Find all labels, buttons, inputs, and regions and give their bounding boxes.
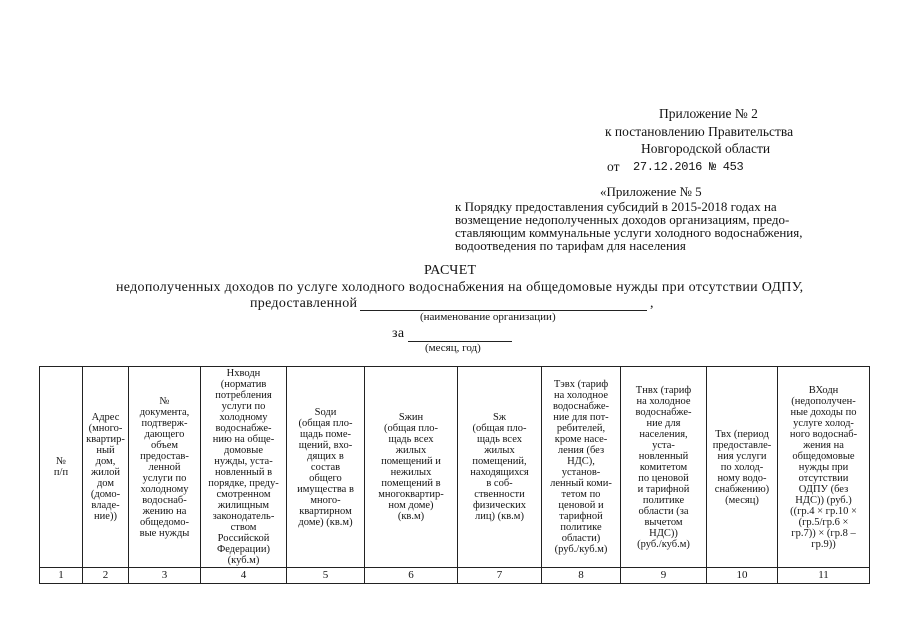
provided-comma: , xyxy=(650,296,654,311)
column-header: Sоди (общая пло- щадь поме- щений, вхо- дящих в состав общего имущества в много- квартирном доме) (кв.м) xyxy=(287,367,365,568)
column-header: Sжин (общая пло- щадь всех жилых помещений и нежилых помещений в многоквартир- ном доме) (кв.м) xyxy=(365,367,458,568)
calculation-table xyxy=(39,366,870,584)
appendix5-line: водоотведения по тарифам для населения xyxy=(455,238,686,253)
document-subtitle: недополученных доходов по услуге холодного водоснабжения на общедомовые нужды при отсутствии ОДПУ, xyxy=(116,280,804,295)
column-number: 6 xyxy=(365,568,458,584)
column-number: 10 xyxy=(707,568,778,584)
column-number: 3 xyxy=(129,568,201,584)
column-header: Твх (период предоставле- ния услуги по холод- ному водо- снабжению) (месяц) xyxy=(707,367,778,568)
column-header: Адрес (много- квартир- ный дом, жилой дом (домо- владе- ние)) xyxy=(83,367,129,568)
column-number-row xyxy=(40,568,870,584)
column-header: ВХодн (недополучен- ные доходы по услуге холод- ного водоснаб- жения на общедомовые нужды при отсутствии ОДПУ (без НДС)) (руб.) ((гр.4 × гр.10 × (гр.5/гр.6 × гр.7)) × (гр.8 – гр.9)) xyxy=(778,367,870,568)
column-number: 8 xyxy=(542,568,621,584)
appendix5-line: к Порядку предоставления субсидий в 2015-2018 годах на xyxy=(455,199,777,214)
appendix-date-number: 27.12.2016 № 453 xyxy=(633,160,744,174)
column-header: № документа, подтверж- дающего объем предостав- ленной услуги по холодному водоснаб- жению на общедомо- вые нужды xyxy=(129,367,201,568)
document-title: РАСЧЕТ xyxy=(424,263,477,278)
organization-caption: (наименование организации) xyxy=(420,311,556,323)
column-header: Нхводн (норматив потребления услуги по холодному водоснабже- нию на обще- домовые нужды, уста- новленный в порядке, преду- смотренном жилищным законодатель- ством Российской Федерации) (куб.м) xyxy=(201,367,287,568)
appendix-line-3: Новгородской области xyxy=(641,141,771,156)
period-label: за xyxy=(392,326,405,341)
table-header-row xyxy=(40,367,870,568)
provided-label: предоставленной xyxy=(250,296,358,311)
column-number: 4 xyxy=(201,568,287,584)
appendix-line-1: Приложение № 2 xyxy=(659,106,758,121)
period-caption: (месяц, год) xyxy=(425,342,481,354)
column-number: 1 xyxy=(40,568,83,584)
appendix5-line: возмещение недополученных доходов организациям, предо- xyxy=(455,212,790,227)
column-number: 7 xyxy=(458,568,542,584)
column-number: 11 xyxy=(778,568,870,584)
appendix-date-prefix: от xyxy=(607,159,620,174)
column-number: 5 xyxy=(287,568,365,584)
column-number: 2 xyxy=(83,568,129,584)
column-header: № п/п xyxy=(40,367,83,568)
column-header: Тнвх (тариф на холодное водоснабже- ние для населения, уста- новленный комитетом по ценовой и тарифной политике области (за вычетом НДС)) (руб./куб.м) xyxy=(621,367,707,568)
appendix-line-2: к постановлению Правительства xyxy=(605,124,794,139)
column-number: 9 xyxy=(621,568,707,584)
column-header: Sж (общая пло- щадь всех жилых помещений, находящихся в соб- ственности физических лиц) (кв.м) xyxy=(458,367,542,568)
appendix5-title: «Приложение № 5 xyxy=(600,184,702,199)
appendix5-line: ставляющим коммунальные услуги холодного водоснабжения, xyxy=(455,225,803,240)
column-header: Тэвх (тариф на холодное водоснабже- ние для пот- ребителей, кроме насе- ления (без НДС), установ- ленный коми- тетом по ценовой и тарифной политике области) (руб./куб.м) xyxy=(542,367,621,568)
